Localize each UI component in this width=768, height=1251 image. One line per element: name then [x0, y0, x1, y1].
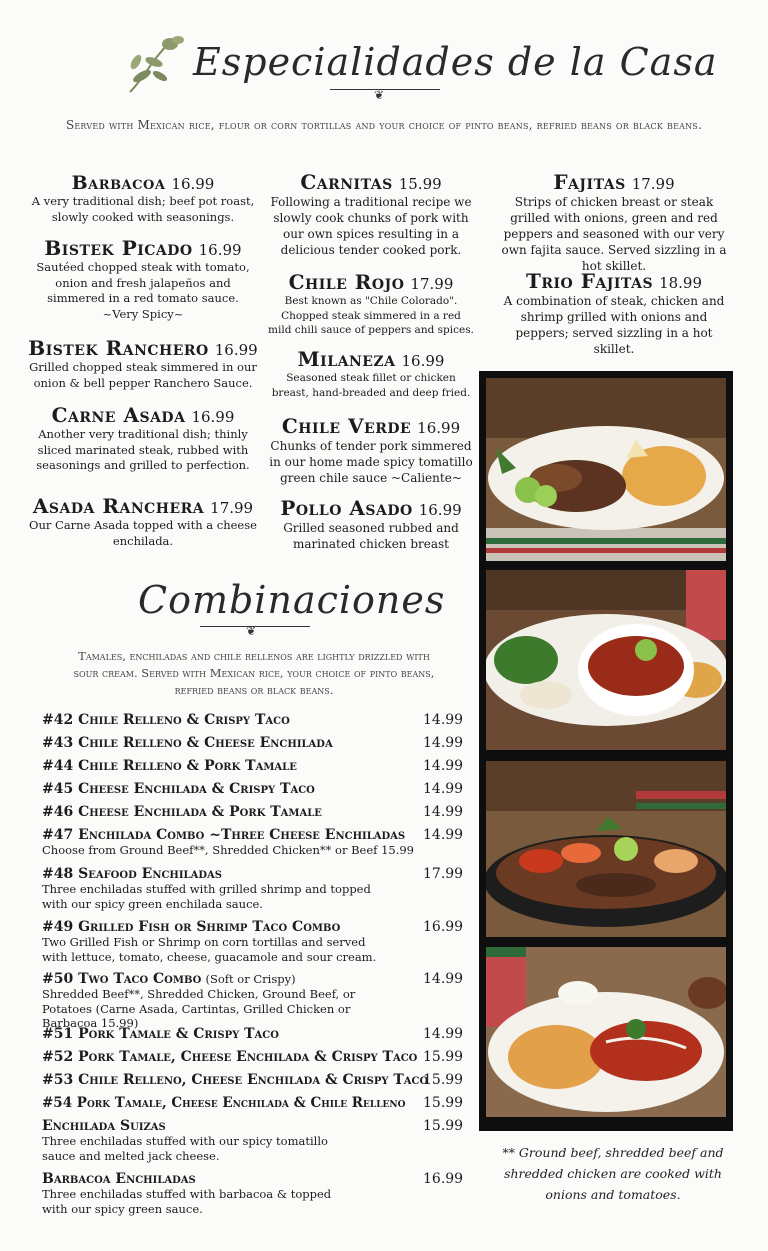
special-desc: Strips of chicken breast or steak grilled with onions, green and red peppers and seasoned with our very own fajita sauce. Served sizzling in a hot skillet.: [501, 195, 727, 273]
combo-price: 15.99: [423, 1118, 464, 1134]
combo-name: Enchilada Suizas: [42, 1118, 166, 1134]
combo-item: [42, 1026, 462, 1042]
special-desc: Grilled seasoned rubbed and marinated chicken breast: [283, 521, 459, 551]
page-title: Especialidades de la Casa: [193, 40, 718, 84]
combo-item: [42, 758, 462, 774]
combo-price: 15.99: [423, 1095, 464, 1111]
special-desc: A very traditional dish; beef pot roast, slowly cooked with seasonings.: [31, 194, 255, 224]
combo-price: 14.99: [423, 1026, 464, 1042]
special-price: 17.99: [410, 275, 454, 293]
header-subtitle: Served with Mexican rice, flour or corn tortillas and your choice of pinto beans, refried beans or black beans.: [65, 118, 703, 132]
combo-desc: Three enchiladas stuffed with barbacoa & topped with our spicy green sauce.: [42, 1187, 332, 1216]
combo-desc: Three enchiladas stuffed with our spicy tomatillo sauce and melted jack cheese.: [42, 1134, 328, 1163]
combo-item: [42, 971, 462, 1031]
combo-name: #49 Grilled Fish or Shrimp Taco Combo: [42, 919, 341, 935]
combo-name: #42 Chile Relleno & Crispy Taco: [42, 712, 290, 728]
food-photo-fajitas: [486, 761, 726, 937]
food-photo-enchiladas: [486, 947, 726, 1117]
special-bistek-ranchero: [26, 336, 260, 391]
combo-note: (Soft or Crispy): [205, 972, 296, 986]
combo-price: 14.99: [423, 804, 464, 820]
special-fajitas: [494, 170, 734, 274]
floral-ornament-icon: [120, 32, 190, 96]
special-desc: Grilled chopped steak simmered in our onion & bell pepper Ranchero Sauce.: [29, 360, 257, 390]
combo-item: [42, 1072, 462, 1088]
combo-item: [42, 1171, 462, 1216]
special-price: 16.99: [417, 419, 461, 437]
special-asada-ranchera: [26, 494, 260, 549]
combo-name: #45 Cheese Enchilada & Crispy Taco: [42, 781, 315, 797]
food-photo-carne: [486, 378, 726, 561]
combo-item: [42, 919, 462, 964]
combo-price: 14.99: [423, 758, 464, 774]
combo-item: [42, 804, 462, 820]
special-price: 18.99: [659, 274, 703, 292]
special-price: 16.99: [214, 341, 258, 359]
combos-intro: Tamales, enchiladas and chile rellenos are lightly drizzled with sour cream. Served with Mexican rice, your choice of pinto beans, refried beans or black beans.: [73, 649, 435, 697]
special-price: 17.99: [210, 499, 254, 517]
special-bistek-picado: [30, 236, 256, 322]
special-barbacoa: [30, 172, 256, 225]
special-chile-verde: [268, 414, 474, 486]
special-desc: Our Carne Asada topped with a cheese enchilada.: [29, 518, 257, 548]
special-name: Chile Verde: [281, 414, 412, 438]
combo-desc: Choose from Ground Beef**, Shredded Chicken** or Beef 15.99: [42, 843, 414, 857]
special-name: Bistek Ranchero: [28, 336, 209, 360]
combo-item: [42, 1118, 462, 1163]
special-trio-fajitas: [494, 269, 734, 357]
combo-price: 14.99: [423, 781, 464, 797]
combo-price: 14.99: [423, 735, 464, 751]
combo-item: [42, 1095, 462, 1111]
food-photo-chile-rojo: [486, 570, 726, 750]
special-chile-rojo: [268, 270, 474, 338]
special-price: 16.99: [171, 175, 215, 193]
combo-price: 16.99: [423, 1171, 464, 1187]
special-price: 16.99: [198, 241, 242, 259]
special-desc: Seasoned steak fillet or chicken breast, hand-breaded and deep fried.: [271, 372, 471, 399]
combo-name: #50 Two Taco Combo: [42, 971, 202, 987]
special-name: Chile Rojo: [288, 270, 405, 294]
special-name: Asada Ranchera: [32, 494, 205, 518]
combo-item: [42, 866, 462, 911]
fleur-ornament-icon: ❦: [374, 88, 385, 102]
special-desc: A combination of steak, chicken and shrimp grilled with onions and peppers; served sizzling in a hot skillet.: [503, 294, 725, 356]
combo-name: #43 Chile Relleno & Cheese Enchilada: [42, 735, 333, 751]
special-name: Carne Asada: [51, 403, 186, 427]
footnote: ** Ground beef, shredded beef and shredded chicken are cooked with onions and tomatoes.: [502, 1145, 724, 1202]
special-desc: Best known as "Chile Colorado". Chopped steak simmered in a red mild chili sauce of peppers and spices.: [268, 295, 474, 336]
special-name: Milaneza: [297, 347, 396, 371]
special-carne-asada: [30, 403, 256, 474]
combo-name: #51 Pork Tamale & Crispy Taco: [42, 1026, 279, 1042]
combo-desc: Two Grilled Fish or Shrimp on corn tortillas and served with lettuce, tomato, cheese, guacamole and sour cream.: [42, 935, 377, 964]
special-price: 16.99: [191, 408, 235, 426]
combos-title: Combinaciones: [138, 578, 446, 622]
title-divider: [330, 89, 440, 90]
combo-price: 17.99: [423, 866, 464, 882]
photo-column: [479, 371, 733, 1131]
combo-name: #48 Seafood Enchiladas: [42, 866, 222, 882]
combo-price: 14.99: [423, 971, 464, 987]
combo-name: #46 Cheese Enchilada & Pork Tamale: [42, 804, 322, 820]
special-price: 17.99: [631, 175, 675, 193]
combo-desc: Three enchiladas stuffed with grilled shrimp and topped with our spicy green enchilada sauce.: [42, 882, 371, 911]
special-price: 15.99: [398, 175, 442, 193]
special-desc: Another very traditional dish; thinly sliced marinated steak, rubbed with seasonings and grilled to perfection.: [36, 427, 250, 472]
special-name: Barbacoa: [71, 172, 166, 194]
combo-item: [42, 781, 462, 797]
combo-name: #54 Pork Tamale, Cheese Enchilada & Chile Relleno: [42, 1095, 406, 1111]
combo-item: [42, 735, 462, 751]
special-pollo-asado: [268, 496, 474, 552]
special-price: 16.99: [418, 501, 462, 519]
combo-price: 15.99: [423, 1049, 464, 1065]
special-desc: Chunks of tender pork simmered in our home made spicy tomatillo green chile sauce ~Caliente~: [269, 439, 473, 485]
combo-item: [42, 827, 462, 858]
combo-name: #53 Chile Relleno, Cheese Enchilada & Crispy Taco: [42, 1072, 429, 1088]
combo-name: #47 Enchilada Combo ~Three Cheese Enchiladas: [42, 827, 406, 843]
combo-name: Barbacoa Enchiladas: [42, 1171, 196, 1187]
combo-price: 14.99: [423, 712, 464, 728]
combo-name: #44 Chile Relleno & Pork Tamale: [42, 758, 297, 774]
combo-price: 14.99: [423, 827, 464, 843]
special-name: Carnitas: [300, 170, 393, 194]
special-carnitas: [268, 170, 474, 258]
combo-item: [42, 1049, 462, 1065]
combo-item: [42, 712, 462, 728]
special-name: Pollo Asado: [280, 496, 413, 520]
combo-price: 15.99: [423, 1072, 464, 1088]
special-milaneza: [268, 347, 474, 400]
special-price: 16.99: [401, 352, 445, 370]
combo-price: 16.99: [423, 919, 464, 935]
special-name: Fajitas: [553, 170, 626, 194]
special-desc: Sautéed chopped steak with tomato, onion and fresh jalapeños and simmered in a red tomato sauce. ~Very Spicy~: [36, 260, 250, 321]
combo-desc: Shredded Beef**, Shredded Chicken, Ground Beef, or Potatoes (Carne Asada, Cartintas, Grilled Chicken or Barbacoa 15.99): [42, 987, 356, 1030]
combo-name: #52 Pork Tamale, Cheese Enchilada & Crispy Taco: [42, 1049, 418, 1065]
fleur-ornament-icon: ❦: [246, 624, 257, 638]
special-name: Bistek Picado: [44, 236, 193, 260]
special-desc: Following a traditional recipe we slowly cook chunks of pork with our own spices resulting in a delicious tender cooked pork.: [270, 195, 472, 257]
special-name: Trio Fajitas: [525, 269, 654, 293]
